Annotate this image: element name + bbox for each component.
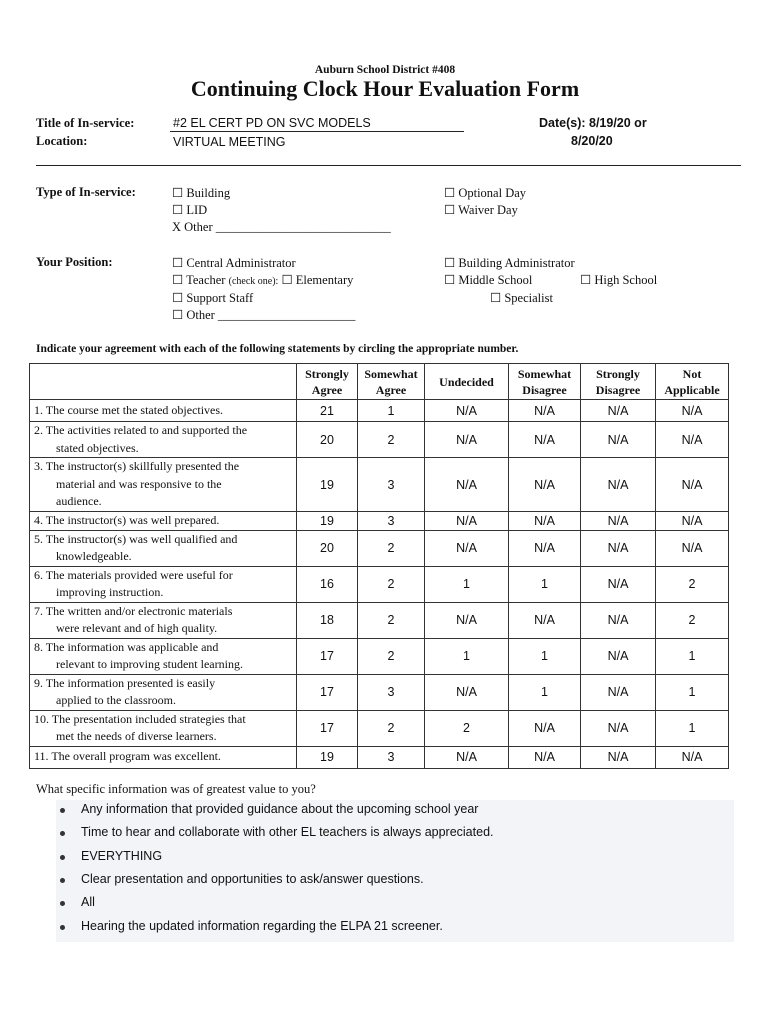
response-count-cell: 1: [509, 638, 581, 674]
response-count-cell: 1: [425, 566, 509, 602]
instruction-text: Indicate your agreement with each of the following statements by circling the appropriate number.: [36, 343, 519, 355]
list-item: [56, 849, 716, 867]
response-count-cell: N/A: [581, 530, 656, 566]
statement-text: were relevant and of high quality.: [56, 621, 218, 635]
type-lid-option[interactable]: ☐ LID: [172, 203, 208, 217]
dates-value: 8/20/20: [571, 134, 613, 148]
form-title: Continuing Clock Hour Evaluation Form: [190, 76, 580, 101]
response-count-cell: 2: [358, 710, 425, 746]
response-count-cell: N/A: [509, 512, 581, 531]
statement-cell: [30, 512, 297, 531]
response-count-cell: 16: [297, 566, 358, 602]
response-count-cell: N/A: [581, 400, 656, 422]
response-count-cell: N/A: [656, 400, 729, 422]
inservice-title-value: #2 EL CERT PD ON SVC MODELS: [173, 116, 371, 130]
position-elementary-option[interactable]: ☐ Elementary: [281, 273, 354, 287]
position-other-option[interactable]: ☐ Other ______________________: [172, 308, 356, 322]
response-count-cell: N/A: [581, 512, 656, 531]
statement-text: 4. The instructor(s) was well prepared.: [34, 513, 220, 527]
evaluation-table: [29, 363, 729, 769]
position-central-admin-option[interactable]: ☐ Central Administrator: [172, 256, 296, 270]
response-count-cell: 2: [358, 602, 425, 638]
response-count-cell: N/A: [425, 458, 509, 512]
position-middle-school-option[interactable]: ☐ Middle School: [444, 273, 533, 287]
position-specialist-option[interactable]: ☐ Specialist: [490, 291, 553, 305]
response-count-cell: N/A: [509, 746, 581, 768]
response-count-cell: 2: [358, 638, 425, 674]
table-row: [30, 530, 729, 566]
open-question: What specific information was of greatest value to you?: [36, 782, 316, 796]
response-count-cell: N/A: [581, 422, 656, 458]
statement-text: 3. The instructor(s) skillfully presented the: [34, 459, 240, 474]
response-count-cell: N/A: [509, 458, 581, 512]
statement-text: knowledgeable.: [56, 549, 132, 563]
bullet-icon: [60, 808, 65, 813]
statement-cell: [30, 400, 297, 422]
response-count-cell: N/A: [425, 422, 509, 458]
statement-text: met the needs of diverse learners.: [56, 729, 217, 743]
response-count-cell: N/A: [581, 710, 656, 746]
response-count-cell: N/A: [581, 566, 656, 602]
response-count-cell: 1: [358, 400, 425, 422]
list-item: [56, 919, 716, 937]
bullet-icon: [60, 901, 65, 906]
response-count-cell: N/A: [656, 458, 729, 512]
response-count-cell: 1: [656, 710, 729, 746]
answer-text: EVERYTHING: [81, 848, 163, 863]
table-row: [30, 746, 729, 768]
header-somewhat-disagree: Somewhat Disagree: [509, 364, 581, 400]
statement-text: 5. The instructor(s) was well qualified and: [34, 531, 238, 546]
statement-cell: [30, 530, 297, 566]
type-building-option[interactable]: ☐ Building: [172, 186, 231, 200]
statement-text: 1. The course met the stated objectives.: [34, 402, 224, 417]
location-label: Location:: [36, 134, 88, 148]
dates-label: Date(s): 8/19/20 or: [539, 116, 647, 130]
statement-text: improving instruction.: [56, 585, 164, 599]
statement-cell: [30, 458, 297, 512]
statement-cell: [30, 638, 297, 674]
table-row: [30, 512, 729, 531]
response-count-cell: N/A: [581, 458, 656, 512]
header-strongly-agree: Strongly Agree: [297, 364, 358, 400]
statement-cell: [30, 710, 297, 746]
response-count-cell: 2: [358, 422, 425, 458]
response-count-cell: N/A: [509, 422, 581, 458]
response-count-cell: 20: [297, 422, 358, 458]
list-item: [56, 802, 716, 820]
answer-text: Clear presentation and opportunities to ask/answer questions.: [81, 871, 424, 886]
table-row: [30, 400, 729, 422]
position-high-school-option[interactable]: ☐ High School: [580, 273, 658, 287]
statement-cell: [30, 422, 297, 458]
bullet-icon: [60, 925, 65, 930]
response-count-cell: N/A: [509, 530, 581, 566]
response-count-cell: N/A: [425, 602, 509, 638]
type-other-option[interactable]: X Other ____________________________: [172, 220, 391, 234]
type-label: Type of In-service:: [36, 185, 136, 199]
statement-text: stated objectives.: [56, 440, 139, 455]
statement-cell: [30, 746, 297, 768]
header-undecided: Undecided: [425, 364, 509, 400]
statement-text: 6. The materials provided were useful for: [34, 567, 233, 582]
response-count-cell: N/A: [509, 400, 581, 422]
type-waiver-day-option[interactable]: ☐ Waiver Day: [444, 203, 518, 217]
response-count-cell: 17: [297, 710, 358, 746]
answer-text: Time to hear and collaborate with other EL teachers is always appreciated.: [81, 825, 494, 840]
response-count-cell: 18: [297, 602, 358, 638]
type-optional-day-option[interactable]: ☐ Optional Day: [444, 186, 527, 200]
response-count-cell: 3: [358, 746, 425, 768]
response-count-cell: N/A: [425, 530, 509, 566]
response-count-cell: 19: [297, 512, 358, 531]
response-count-cell: 17: [297, 638, 358, 674]
statement-text: applied to the classroom.: [56, 693, 176, 707]
header-not-applicable: Not Applicable: [656, 364, 729, 400]
table-row: [30, 602, 729, 638]
response-count-cell: N/A: [581, 638, 656, 674]
response-count-cell: 21: [297, 400, 358, 422]
response-count-cell: N/A: [425, 746, 509, 768]
response-count-cell: N/A: [425, 400, 509, 422]
statement-text: audience.: [56, 494, 102, 509]
response-count-cell: 17: [297, 674, 358, 710]
list-item: [56, 872, 716, 890]
list-item: [56, 895, 716, 913]
district-name: Auburn School District #408: [314, 64, 456, 76]
answer-text: Any information that provided guidance about the upcoming school year: [81, 802, 479, 816]
answer-text: Hearing the updated information regarding the ELPA 21 screener.: [81, 918, 443, 933]
statement-text: 2. The activities related to and supported the: [34, 423, 248, 437]
statement-text: 7. The written and/or electronic materials: [34, 603, 233, 618]
response-count-cell: 2: [656, 602, 729, 638]
response-count-cell: N/A: [425, 512, 509, 531]
teacher-label: ☐ Teacher: [172, 273, 226, 287]
inservice-title-underline: [170, 131, 464, 132]
table-header-row: [30, 364, 729, 400]
section-divider: [36, 165, 741, 166]
response-count-cell: 3: [358, 512, 425, 531]
statement-text: 10. The presentation included strategies that: [34, 711, 246, 726]
check-one-note: (check one):: [228, 276, 279, 287]
response-count-cell: 1: [509, 566, 581, 602]
response-count-cell: N/A: [656, 530, 729, 566]
response-count-cell: 19: [297, 746, 358, 768]
response-count-cell: 1: [656, 638, 729, 674]
response-count-cell: 2: [656, 566, 729, 602]
statement-cell: [30, 566, 297, 602]
response-count-cell: N/A: [656, 422, 729, 458]
response-count-cell: 19: [297, 458, 358, 512]
location-value: VIRTUAL MEETING: [173, 135, 286, 149]
response-count-cell: N/A: [509, 602, 581, 638]
position-building-admin-option[interactable]: ☐ Building Administrator: [444, 256, 575, 270]
position-label: Your Position:: [36, 255, 113, 269]
statement-text: 11. The overall program was excellent.: [34, 749, 221, 764]
response-count-cell: N/A: [581, 602, 656, 638]
position-teacher-option[interactable]: [172, 272, 353, 288]
table-row: [30, 638, 729, 674]
header-strongly-disagree: Strongly Disagree: [581, 364, 656, 400]
statement-text: material and was responsive to the: [56, 476, 222, 491]
table-row: [30, 458, 729, 512]
response-count-cell: N/A: [581, 674, 656, 710]
response-count-cell: N/A: [656, 746, 729, 768]
response-count-cell: 2: [358, 566, 425, 602]
response-count-cell: 2: [358, 530, 425, 566]
header-somewhat-agree: Somewhat Agree: [358, 364, 425, 400]
statement-cell: [30, 674, 297, 710]
response-count-cell: 20: [297, 530, 358, 566]
statement-text: 9. The information presented is easily: [34, 675, 216, 690]
answers-list: [56, 800, 734, 942]
statement-text: relevant to improving student learning.: [56, 657, 243, 671]
response-count-cell: N/A: [425, 674, 509, 710]
answer-text: All: [81, 895, 95, 910]
list-item: [56, 825, 716, 843]
response-count-cell: 3: [358, 674, 425, 710]
header-statement-blank: [30, 364, 297, 400]
response-count-cell: 2: [425, 710, 509, 746]
bullet-icon: [60, 878, 65, 883]
response-count-cell: 1: [425, 638, 509, 674]
response-count-cell: N/A: [656, 512, 729, 531]
position-support-staff-option[interactable]: ☐ Support Staff: [172, 291, 254, 305]
table-row: [30, 566, 729, 602]
inservice-title-label: Title of In-service:: [36, 116, 135, 130]
response-count-cell: 3: [358, 458, 425, 512]
statement-cell: [30, 602, 297, 638]
response-count-cell: N/A: [581, 746, 656, 768]
bullet-icon: [60, 831, 65, 836]
response-count-cell: 1: [509, 674, 581, 710]
table-row: [30, 710, 729, 746]
table-row: [30, 674, 729, 710]
response-count-cell: 1: [656, 674, 729, 710]
response-count-cell: N/A: [509, 710, 581, 746]
bullet-icon: [60, 855, 65, 860]
table-row: [30, 422, 729, 458]
statement-text: 8. The information was applicable and: [34, 639, 219, 654]
